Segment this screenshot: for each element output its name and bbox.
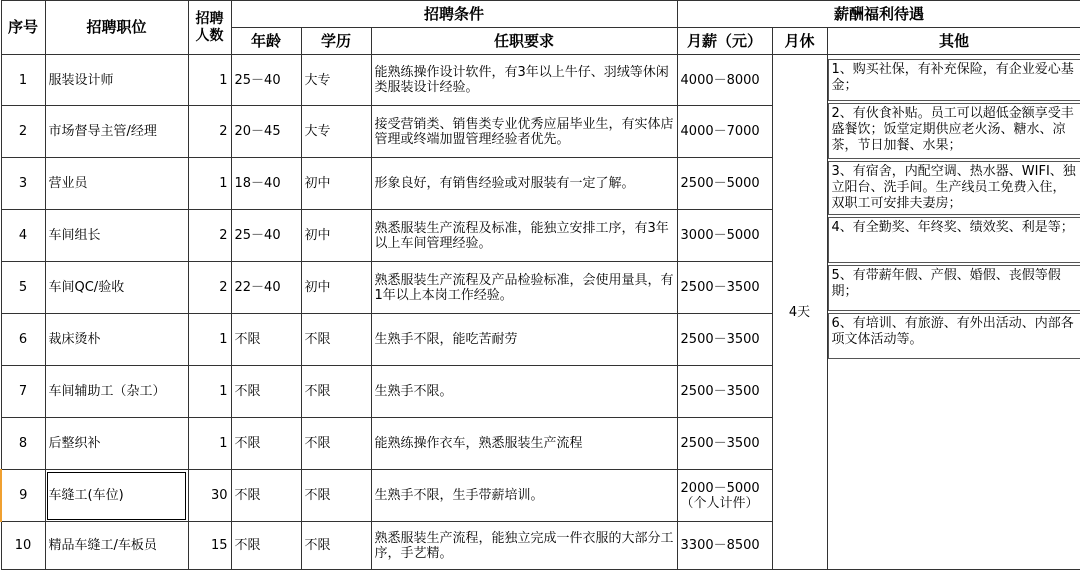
row-age: 不限 [231, 522, 301, 570]
row-age: 不限 [231, 366, 301, 418]
row-count: 1 [188, 314, 231, 366]
row-no: 3 [1, 158, 45, 210]
row-salary: 2500－3500 [677, 366, 772, 418]
row-position: 车间辅助工（杂工） [45, 366, 188, 418]
row-requirements: 熟悉服装生产流程及产品检验标准，会使用量具，有1年以上本岗工作经验。 [371, 262, 677, 314]
row-count: 2 [188, 106, 231, 158]
row-no: 5 [1, 262, 45, 314]
benefit-item: 2、有伙食补贴。员工可以超低金额享受丰盛餐饮；饭堂定期供应老火汤、糖水、凉茶，节日加餐、水果； [828, 103, 1080, 159]
row-salary: 2500－3500 [677, 262, 772, 314]
row-age: 20－45 [231, 106, 301, 158]
row-no: 7 [1, 366, 45, 418]
header-salary: 月薪（元） [677, 28, 772, 55]
row-salary: 3000－5000 [677, 210, 772, 262]
row-requirements: 形象良好，有销售经验或对服装有一定了解。 [371, 158, 677, 210]
header-no: 序号 [1, 1, 45, 55]
row-count: 2 [188, 262, 231, 314]
header-education: 学历 [301, 28, 371, 55]
row-salary: 4000－8000 [677, 55, 772, 106]
row-salary: 2500－3500 [677, 418, 772, 470]
row-requirements: 生熟手不限。 [371, 366, 677, 418]
row-age: 不限 [231, 418, 301, 470]
row-count: 1 [188, 158, 231, 210]
benefit-item: 5、有带薪年假、产假、婚假、丧假等假期； [828, 265, 1080, 311]
row-count: 30 [188, 470, 231, 522]
header-other: 其他 [827, 28, 1080, 55]
row-position: 服装设计师 [45, 55, 188, 106]
row-position: 市场督导主管/经理 [45, 106, 188, 158]
row-salary: 2500－5000 [677, 158, 772, 210]
header-conditions: 招聘条件 [231, 1, 677, 28]
row-age: 18－40 [231, 158, 301, 210]
benefit-item: 4、有全勤奖、年终奖、绩效奖、利是等； [828, 217, 1080, 263]
row-count: 2 [188, 210, 231, 262]
row-position: 车间组长 [45, 210, 188, 262]
row-education: 大专 [301, 106, 371, 158]
benefit-item: 6、有培训、有旅游、有外出活动、内部各项文体活动等。 [828, 313, 1080, 359]
rest-days: 4天 [772, 55, 827, 570]
header-rest: 月休 [772, 28, 827, 55]
row-no: 6 [1, 314, 45, 366]
row-position: 后整织补 [45, 418, 188, 470]
benefit-item: 3、有宿舍，内配空调、热水器、WIFI、独立阳台、洗手间。生产线员工免费入住，双职工可安排夫妻房； [828, 161, 1080, 215]
row-age: 25－40 [231, 210, 301, 262]
row-count: 1 [188, 366, 231, 418]
row-age: 22－40 [231, 262, 301, 314]
row-count: 1 [188, 418, 231, 470]
row-education: 不限 [301, 314, 371, 366]
header-requirements: 任职要求 [371, 28, 677, 55]
row-age: 不限 [231, 470, 301, 522]
row-education: 大专 [301, 55, 371, 106]
header-position: 招聘职位 [45, 1, 188, 55]
row-education: 不限 [301, 470, 371, 522]
row-education: 初中 [301, 158, 371, 210]
row-no: 8 [1, 418, 45, 470]
row-requirements: 熟悉服装生产流程及标准，能独立安排工序，有3年以上车间管理经验。 [371, 210, 677, 262]
row-no: 10 [1, 522, 45, 570]
row-no: 9 [1, 470, 45, 522]
row-count: 15 [188, 522, 231, 570]
row-education: 初中 [301, 210, 371, 262]
row-no: 4 [1, 210, 45, 262]
row-age: 25－40 [231, 55, 301, 106]
row-requirements: 生熟手不限，生手带薪培训。 [371, 470, 677, 522]
row-requirements: 生熟手不限，能吃苦耐劳 [371, 314, 677, 366]
row-count: 1 [188, 55, 231, 106]
row-salary: 2500－3500 [677, 314, 772, 366]
row-position: 裁床烫朴 [45, 314, 188, 366]
row-education: 不限 [301, 522, 371, 570]
row-education: 初中 [301, 262, 371, 314]
row-education: 不限 [301, 366, 371, 418]
row-salary: 2000－5000 （个人计件） [677, 470, 772, 522]
row-requirements: 能熟练操作设计软件，有3年以上牛仔、羽绒等休闲类服装设计经验。 [371, 55, 677, 106]
header-age: 年龄 [231, 28, 301, 55]
row-age: 不限 [231, 314, 301, 366]
row-requirements: 熟悉服装生产流程，能独立完成一件衣服的大部分工序，手艺精。 [371, 522, 677, 570]
header-benefits: 薪酬福利待遇 [677, 1, 1080, 28]
row-position: 精品车缝工/车板员 [45, 522, 188, 570]
row-position: 营业员 [45, 158, 188, 210]
table-row [1, 55, 1080, 106]
row-no: 2 [1, 106, 45, 158]
row-requirements: 能熟练操作衣车，熟悉服装生产流程 [371, 418, 677, 470]
row-education: 不限 [301, 418, 371, 470]
row-no: 1 [1, 55, 45, 106]
selected-cell[interactable]: 车缝工(车位) [45, 470, 188, 522]
row-salary: 3300－8500 [677, 522, 772, 570]
row-position: 车间QC/验收 [45, 262, 188, 314]
row-salary: 4000－7000 [677, 106, 772, 158]
benefit-item: 1、购买社保，有补充保险，有企业爱心基金； [828, 59, 1080, 101]
row-requirements: 接受营销类、销售类专业优秀应届毕业生，有实体店管理或终端加盟管理经验者优先。 [371, 106, 677, 158]
benefits-other [827, 55, 1080, 570]
header-count: 招聘人数 [188, 1, 231, 55]
